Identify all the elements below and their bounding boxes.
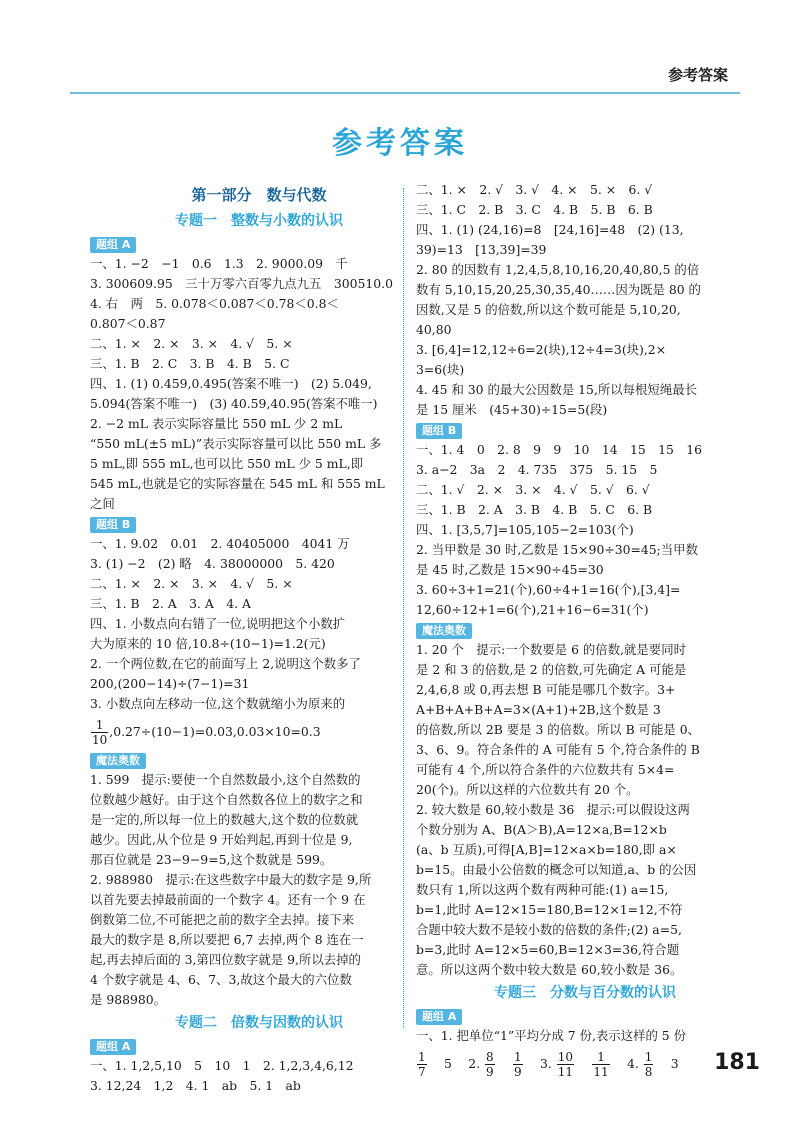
answer-text: ,0.27÷(10−1)=0.03,0.03×10=0.3: [109, 724, 321, 739]
answer-line: 二、1. × 2. × 3. × 4. √ 5. ×: [90, 336, 293, 351]
answer-block: [416, 640, 754, 980]
answer-line: 2. 988980 提示:在这些数字中最大的数字是 9,所: [90, 872, 372, 887]
answer-line: [416, 1046, 754, 1082]
answer-block: [90, 254, 428, 514]
answer-line: 2. 一个两位数,在它的前面写上 2,说明这个数多了: [90, 656, 361, 671]
answer-line: 1. 20 个 提示:一个数要是 6 的倍数,就是要同时: [416, 642, 686, 657]
right-column: [416, 180, 754, 1082]
answer-line: “550 mL(±5 mL)”表示实际容量可以比 550 mL 多: [90, 436, 382, 451]
group-label: 题组 A: [90, 237, 136, 253]
answer-line: 2. −2 mL 表示实际容量比 550 mL 少 2 mL: [90, 416, 343, 431]
answer-line: 合题中较大数不是较小数的倍数的条件;(2) a=5,: [416, 922, 682, 937]
fraction: $\frac{1}{10}$: [92, 718, 108, 747]
answer-line: 最大的数字是 8,所以要把 6,7 去掉,两个 8 连在一: [90, 932, 364, 947]
answer-line: 是 45 时,乙数是 15×90÷45=30: [416, 562, 604, 577]
answer-line: 2. 较大数是 60,较小数是 36 提示:可以假设这两: [416, 802, 690, 817]
part-title: 第一部分 数与代数: [191, 186, 327, 204]
answer-line: 0.807＜0.87: [90, 316, 166, 331]
answer-line: 位数越少越好。由于这个自然数各位上的数字之和: [90, 792, 363, 807]
answer-block: [90, 1056, 428, 1096]
answer-line: A+B+A+B+A=3×(A+1)+2B,这个数是 3: [416, 702, 661, 717]
answer-line: 3. 60÷3+1=21(个),60÷4+1=16(个),[3,4]=: [416, 582, 681, 597]
answer-line: 大为原来的 10 倍,10.8÷(10−1)=1.2(元): [90, 636, 326, 651]
answer-text: 3.: [539, 1056, 552, 1071]
answer-line: b=1,此时 A=12×15=180,B=12×1=12,不符: [416, 902, 683, 917]
answer-line: 以首先要去掉最前面的一个数字 4。还有一个 9 在: [90, 892, 366, 907]
answer-line: 是 988980。: [90, 992, 167, 1007]
answer-line: 四、1. [3,5,7]=105,105−2=103(个): [416, 522, 634, 537]
group-label: 题组 A: [90, 1039, 136, 1055]
answer-line: 1. 599 提示:要使一个自然数最小,这个自然数的: [90, 772, 361, 787]
answer-line: 因数,又是 5 的倍数,所以这个数可能是 5,10,20,: [416, 302, 681, 317]
answer-block: [90, 534, 428, 714]
answer-line: 39)=13 [13,39]=39: [416, 242, 547, 257]
answer-line: 之间: [90, 496, 115, 511]
answer-line: 三、1. C 2. B 3. C 4. B 5. B 6. B: [416, 202, 653, 217]
answer-line: 四、1. (1) (24,16)=8 [24,16]=48 (2) (13,: [416, 222, 684, 237]
fraction: $\frac{1}{9}$: [513, 1050, 522, 1079]
fraction: $\frac{1}{7}$: [418, 1050, 426, 1079]
answer-line: 2,4,6,8 或 0,再去想 B 可能是哪几个数字。3+: [416, 682, 676, 697]
topic-title: 专题三 分数与百分数的认识: [494, 985, 676, 1001]
left-column: [90, 182, 428, 1096]
fraction: $\frac{1}{8}$: [644, 1050, 653, 1079]
answer-line: 5 mL,即 555 mL,也可以比 550 mL 少 5 mL,即: [90, 456, 364, 471]
fraction: $\frac{8}{9}$: [486, 1050, 494, 1079]
header-label: 参考答案: [667, 66, 728, 84]
answer-line: 二、1. × 2. √ 3. √ 4. × 5. × 6. √: [416, 182, 653, 197]
answer-line: 那百位就是 23−9−9=5,这个数就是 599。: [90, 852, 333, 867]
answer-line: 三、1. B 2. A 3. A 4. A: [90, 596, 251, 611]
answer-text: 4.: [627, 1056, 639, 1071]
answer-line: 4 个数字就是 4、6、7、3,故这个最大的六位数: [90, 972, 352, 987]
group-label: 题组 B: [90, 517, 136, 533]
answer-line: (a、b 互质),可得[A,B]=12×a×b=180,即 a×: [416, 842, 677, 857]
answer-text: 3: [670, 1056, 679, 1071]
answer-line: 是一定的,所以每一位上的数越大,这个数的位数就: [90, 812, 359, 827]
answer-line: 意。所以这两个数中较大数是 60,较小数是 36。: [416, 962, 683, 977]
answer-line: 是 2 和 3 的倍数,是 2 的倍数,可先确定 A 可能是: [416, 662, 687, 677]
answer-line: 数只有 1,所以这两个数有两种可能:(1) a=15,: [416, 882, 669, 897]
answer-line: 40,80: [416, 322, 452, 337]
answer-line: 二、1. × 2. × 3. × 4. √ 5. ×: [90, 576, 293, 591]
answer-block: [416, 440, 754, 620]
answer-line: 4. 45 和 30 的最大公因数是 15,所以每根短绳最长: [416, 382, 698, 397]
answer-line: 12,60÷12+1=6(个),21+16−6=31(个): [416, 602, 649, 617]
answer-line: 3、6、9。符合条件的 A 可能有 5 个,符合条件的 B: [416, 742, 700, 757]
answer-line: 是 15 厘米 (45+30)÷15=5(段): [416, 402, 608, 417]
group-label: 魔法奥数: [416, 623, 472, 639]
answer-line: [90, 714, 428, 750]
answer-line: 5.094(答案不唯一) (3) 40.59,40.95(答案不唯一): [90, 396, 378, 411]
page-number: 181: [714, 1050, 760, 1075]
header-rule: [70, 92, 740, 94]
answer-line: 三、1. B 2. C 3. B 4. B 5. C: [90, 356, 290, 371]
answer-line: 3=6(块): [416, 362, 465, 377]
answer-line: 一、1. 4 0 2. 8 9 9 10 14 15 15 16: [416, 442, 703, 457]
answer-line: 三、1. B 2. A 3. B 4. B 5. C 6. B: [416, 502, 653, 517]
answer-line: 起,再去掉后面的 3,第四位数字就是 9,所以去掉的: [90, 952, 361, 967]
answer-line: 一、1. −2 −1 0.6 1.3 2. 9000.09 千: [90, 256, 348, 271]
topic-title: 专题一 整数与小数的认识: [175, 213, 343, 229]
answer-line: 3. a−2 3a 2 4. 735 375 5. 15 5: [416, 462, 658, 477]
answer-line: 的倍数,所以 2B 要是 3 的倍数。所以 B 可能是 0、: [416, 722, 701, 737]
answer-line: 4. 右 两 5. 0.078＜0.087＜0.78＜0.8＜: [90, 296, 339, 311]
answer-line: 四、1. 小数点向右错了一位,说明把这个小数扩: [90, 616, 346, 631]
topic-title: 专题二 倍数与因数的认识: [175, 1015, 343, 1031]
answer-block: [90, 770, 428, 1010]
group-label: 题组 B: [416, 423, 462, 439]
answer-line: b=15。由最小公倍数的概念可以知道,a、b 的公因: [416, 862, 697, 877]
answer-line: 2. 80 的因数有 1,2,4,5,8,10,16,20,40,80,5 的倍: [416, 262, 700, 277]
answer-line: 一、1. 9.02 0.01 2. 40405000 4041 万: [90, 536, 350, 551]
answer-line: 3. (1) −2 (2) 略 4. 38000000 5. 420: [90, 556, 335, 571]
answer-line: 可能有 4 个,所以符合条件的六位数共有 5×4=: [416, 762, 675, 777]
group-label: 题组 A: [416, 1009, 462, 1025]
answer-line: 3. 12,24 1,2 4. 1 ab 5. 1 ab: [90, 1078, 301, 1093]
answer-line: 200,(200−14)÷(7−1)=31: [90, 676, 250, 691]
fraction: $\frac{1}{11}$: [593, 1050, 609, 1079]
answer-line: 3. 小数点向左移动一位,这个数就缩小为原来的: [90, 696, 346, 711]
answer-line: b=3,此时 A=12×5=60,B=12×3=36,符合题: [416, 942, 680, 957]
answer-block: [416, 180, 754, 420]
answer-text: 2.: [468, 1056, 481, 1071]
answer-line: 545 mL,也就是它的实际容量在 545 mL 和 555 mL: [90, 476, 385, 491]
answer-line: 越少。因此,从个位是 9 开始判起,再到十位是 9,: [90, 832, 353, 847]
answer-line: 20(个)。所以这样的六位数共有 20 个。: [416, 782, 639, 797]
answer-line: 二、1. √ 2. × 3. × 4. √ 5. √ 6. √: [416, 482, 650, 497]
answer-line: 四、1. (1) 0.459,0.495(答案不唯一) (2) 5.049,: [90, 376, 372, 391]
fraction: $\frac{10}{11}$: [557, 1050, 574, 1079]
answer-line: 个数分别为 A、B(A＞B),A=12×a,B=12×b: [416, 822, 667, 837]
answer-line: 一、1. 把单位“1”平均分成 7 份,表示这样的 5 份: [416, 1028, 687, 1043]
answer-line: 数有 5,10,15,20,25,30,35,40……因为既是 80 的: [416, 282, 701, 297]
answer-line: 2. 当甲数是 30 时,乙数是 15×90÷30=45;当甲数: [416, 542, 698, 557]
answer-line: 倒数第二位,不可能把之前的数字全去掉。接下来: [90, 912, 355, 927]
answer-text: 5: [443, 1056, 452, 1071]
answer-line: 3. 300609.95 三十万零六百零九点九五 300510.0: [90, 276, 393, 291]
group-label: 魔法奥数: [90, 753, 146, 769]
answer-line: 一、1. 1,2,5,10 5 10 1 2. 1,2,3,4,6,12: [90, 1058, 354, 1073]
answer-line: 3. [6,4]=12,12÷6=2(块),12÷4=3(块),2×: [416, 342, 667, 357]
page-title: 参考答案: [332, 126, 468, 161]
